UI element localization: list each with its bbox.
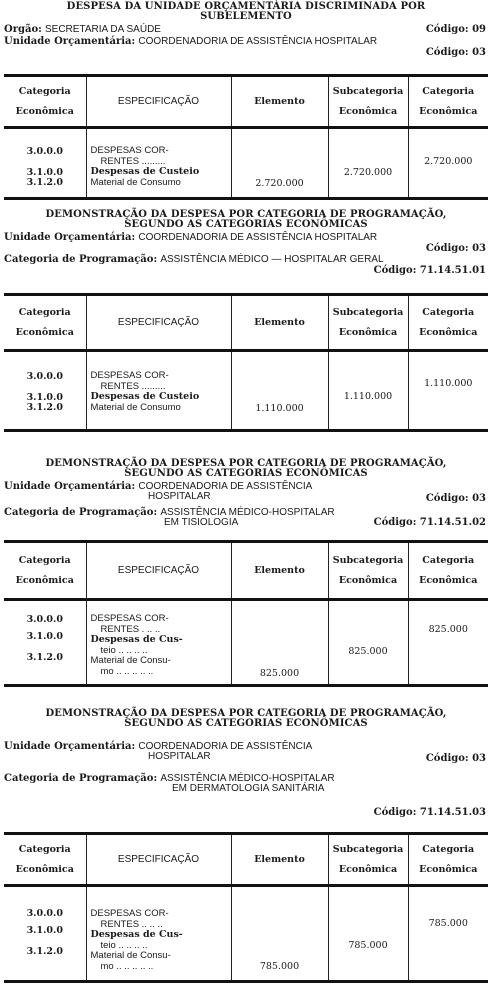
unidade-label: Unidade Orçamentária: <box>4 741 136 752</box>
header-categoria: Categoria Econômica <box>408 295 488 351</box>
header-elemento: Elemento <box>231 76 328 128</box>
title-line: DEMONSTRAÇÃO DA DESPESA POR CATEGORIA DE PROGRAMAÇÃO, <box>45 458 447 469</box>
header-subcategoria: Subcategoria Econômica <box>328 834 408 886</box>
header-especificacao: ESPECIFICAÇÃO <box>86 295 231 351</box>
codes-cell: 3.0.0.0 3.1.0.0 3.1.2.0 <box>4 351 86 431</box>
categoria-value: 1.110.000 <box>424 378 473 389</box>
unidade-codigo: Código: 03 <box>425 47 486 58</box>
elemento-value: 2.720.000 <box>231 128 328 199</box>
subcategoria-value: 1.110.000 <box>328 351 408 431</box>
section-3 <box>0 458 492 528</box>
section-2 <box>0 209 492 276</box>
specification-cell: DESPESAS COR- RENTES . .. .. Despesas de Cus- teio .. .. .. .. Material de Consu- mo .. .. .. .. .. <box>86 600 231 686</box>
header-subcategoria: Subcategoria Econômica <box>328 542 408 600</box>
section-2-title <box>0 210 492 230</box>
categoria-value: ASSISTÊNCIA MÉDICO — HOSPITALAR GERAL <box>160 254 384 265</box>
categoria-codigo: Código: 71.14.51.01 <box>373 265 486 276</box>
title-line: SEGUNDO AS CATEGORIAS ECONÔMICAS <box>124 468 368 479</box>
unidade-label: Unidade Orçamentária: <box>4 232 136 243</box>
unidade-label: Unidade Orçamentária: <box>4 481 136 492</box>
categoria-label: Categoria de Programação: <box>4 773 158 784</box>
expense-table-2 <box>4 293 488 432</box>
codes-cell: 3.0.0.0 3.1.0.0 3.1.2.0 <box>4 886 86 982</box>
table-header <box>4 542 488 600</box>
header-categoria: Categoria Econômica <box>408 76 488 128</box>
specification-cell: DESPESAS COR- RENTES ......... Despesas de Custeio Material de Consumo <box>86 351 231 431</box>
expense-table-1 <box>4 74 488 200</box>
title-line: DEMONSTRAÇÃO DA DESPESA POR CATEGORIA DE PROGRAMAÇÃO, <box>45 209 447 220</box>
categoria-value: ASSISTÊNCIA MÉDICO-HOSPITALAR <box>160 773 335 784</box>
table-row <box>4 600 488 686</box>
orgao-line <box>4 24 161 35</box>
section-3-title <box>0 459 492 479</box>
categoria-value: ASSISTÊNCIA MÉDICO-HOSPITALAR <box>160 507 335 518</box>
table-header <box>4 834 488 886</box>
categoria-codigo: Código: 71.14.51.02 <box>373 517 486 528</box>
categoria-label: Categoria de Programação: <box>4 507 158 518</box>
header-elemento: Elemento <box>231 542 328 600</box>
header-categoria-economica: Categoria Econômica <box>4 834 86 886</box>
unidade-value: COORDENADORIA DE ASSISTÊNCIA <box>138 741 313 752</box>
title-line: SEGUNDO AS CATEGORIAS ECONÔMICAS <box>124 718 368 729</box>
table-row <box>4 886 488 982</box>
unidade-codigo: Código: 03 <box>425 243 486 254</box>
codes-cell: 3.0.0.0 3.1.0.0 3.1.2.0 <box>4 600 86 686</box>
categoria-value-cont: EM DERMATOLOGIA SANITÁRIA <box>172 783 325 794</box>
section-1 <box>0 0 492 58</box>
subcategoria-value: 2.720.000 <box>328 128 408 199</box>
unidade-value-cont: HOSPITALAR <box>148 491 211 502</box>
unidade-line <box>4 36 377 47</box>
categoria-value: 2.720.000 <box>424 156 473 167</box>
orgao-label: Orgão: <box>4 24 42 35</box>
header-categoria-economica: Categoria Econômica <box>4 542 86 600</box>
header-especificacao: ESPECIFICAÇÃO <box>86 834 231 886</box>
title-line: SUBELEMENTO <box>200 11 292 22</box>
categoria-value: 785.000 <box>428 918 468 929</box>
orgao-value: SECRETARIA DA SAÚDE <box>45 24 161 35</box>
header-subcategoria: Subcategoria Econômica <box>328 295 408 351</box>
unidade-value: COORDENADORIA DE ASSISTÊNCIA HOSPITALAR <box>138 36 378 47</box>
table-header <box>4 295 488 351</box>
header-elemento: Elemento <box>231 295 328 351</box>
header-subcategoria: Subcategoria Econômica <box>328 76 408 128</box>
unidade-value-cont: HOSPITALAR <box>148 751 211 762</box>
elemento-value: 785.000 <box>231 886 328 982</box>
categoria-codigo: Código: 71.14.51.03 <box>373 807 486 818</box>
unidade-value: COORDENADORIA DE ASSISTÊNCIA <box>138 481 313 492</box>
codes-cell: 3.0.0.0 3.1.0.0 3.1.2.0 <box>4 128 86 199</box>
subcategoria-value: 825.000 <box>328 600 408 686</box>
unidade-value: COORDENADORIA DE ASSISTÊNCIA HOSPITALAR <box>138 232 378 243</box>
table-header <box>4 76 488 128</box>
orgao-codigo: Código: 09 <box>425 24 486 35</box>
section-4-title <box>0 709 492 729</box>
section-4 <box>0 708 492 818</box>
expense-table-4 <box>4 832 488 983</box>
header-elemento: Elemento <box>231 834 328 886</box>
header-especificacao: ESPECIFICAÇÃO <box>86 542 231 600</box>
categoria-label: Categoria de Programação: <box>4 254 158 265</box>
unidade-label: Unidade Orçamentária: <box>4 36 136 47</box>
expense-table-3 <box>4 540 488 687</box>
specification-cell: DESPESAS COR- RENTES .. .. .. Despesas de Cus- teio .. .. .. .. Material de Consu- mo .. .. .. .. .. <box>86 886 231 982</box>
title-line: DEMONSTRAÇÃO DA DESPESA POR CATEGORIA DE PROGRAMAÇÃO, <box>45 708 447 719</box>
elemento-value: 1.110.000 <box>231 351 328 431</box>
header-categoria-economica: Categoria Econômica <box>4 76 86 128</box>
table-row <box>4 128 488 199</box>
subcategoria-value: 785.000 <box>328 886 408 982</box>
elemento-value: 825.000 <box>231 600 328 686</box>
title-line: DESPESA DA UNIDADE ORÇAMENTÁRIA DISCRIMINADA POR <box>66 1 426 12</box>
unidade-line <box>4 232 377 243</box>
header-categoria: Categoria Econômica <box>408 834 488 886</box>
header-categoria: Categoria Econômica <box>408 542 488 600</box>
categoria-value: 825.000 <box>428 624 468 635</box>
table-row <box>4 351 488 431</box>
section-1-title <box>0 0 492 22</box>
header-especificacao: ESPECIFICAÇÃO <box>86 76 231 128</box>
unidade-codigo: Código: 03 <box>425 753 486 764</box>
header-categoria-economica: Categoria Econômica <box>4 295 86 351</box>
unidade-codigo: Código: 03 <box>425 493 486 504</box>
title-line: SEGUNDO AS CATEGORIAS ECONÔMICAS <box>124 219 368 230</box>
specification-cell: DESPESAS COR- RENTES ......... Despesas de Custeio Material de Consumo <box>86 128 231 199</box>
categoria-value-cont: EM TISIOLOGIA <box>164 517 239 528</box>
categoria-line <box>4 254 384 265</box>
